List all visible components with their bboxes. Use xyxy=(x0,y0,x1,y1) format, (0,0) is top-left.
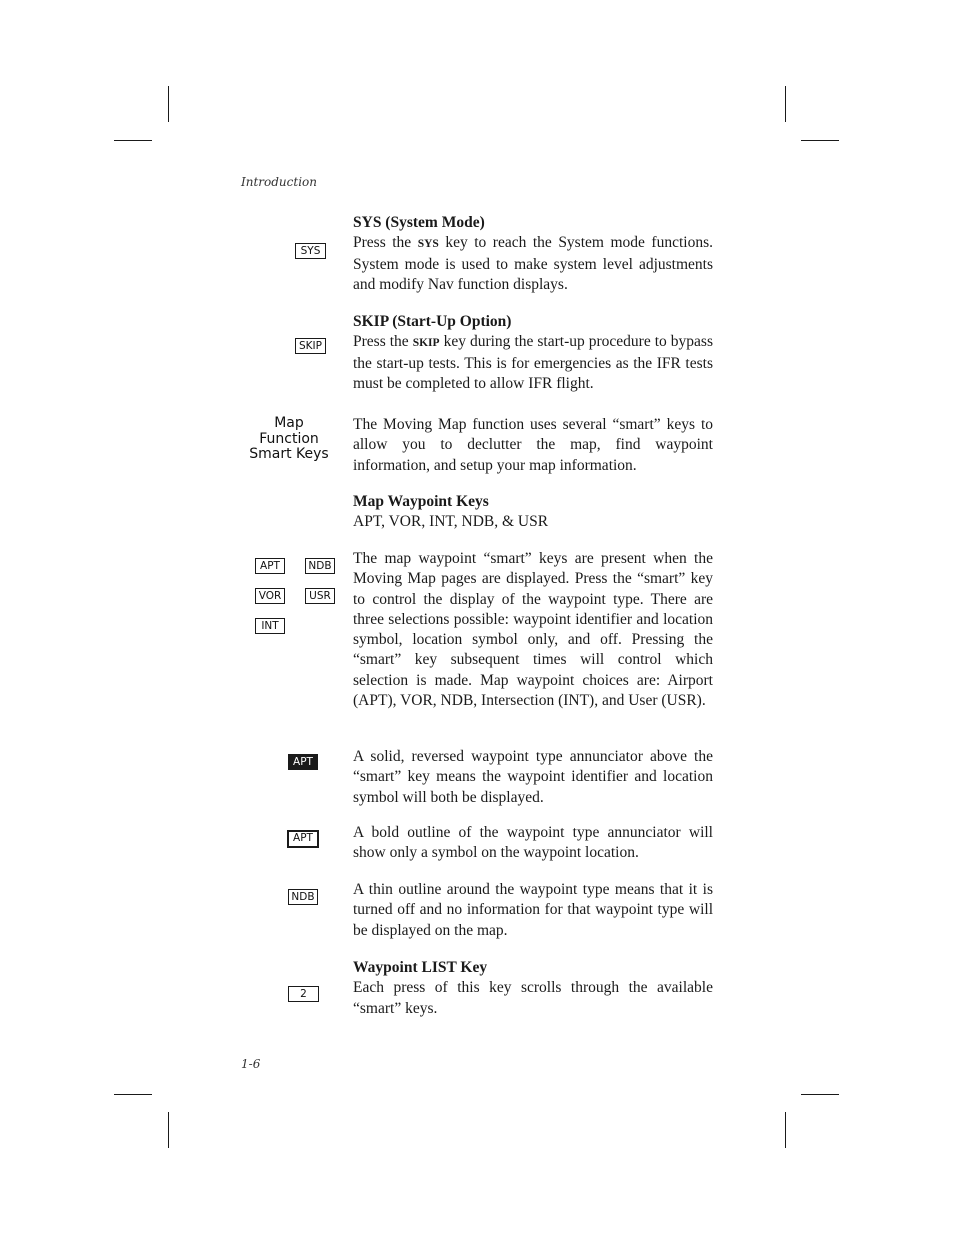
crop-mark-bottom-right-vertical xyxy=(785,1112,786,1148)
map-intro-text: The Moving Map function uses several “smart” keys to allow you to declutter the map, find waypoint information, and setup your map information. xyxy=(353,416,713,474)
skip-section xyxy=(353,312,713,394)
waypoint-keys-header xyxy=(353,492,713,533)
side-heading-line-2: Function xyxy=(259,430,319,447)
crop-mark-top-right-horizontal xyxy=(801,140,839,141)
skip-text-after: key during the start-up procedure to bypass the start-up tests. This is for emergencies as the IFR tests must be completed to allow IFR flight. xyxy=(353,333,713,392)
apt-key-icon: APT xyxy=(255,558,285,574)
sys-description xyxy=(353,233,713,295)
vor-key-icon: VOR xyxy=(255,588,285,604)
skip-text-before: Press the xyxy=(353,333,413,351)
bold-annunciator-text: A bold outline of the waypoint type annunciator will show only a symbol on the waypoint location. xyxy=(353,824,713,862)
crop-mark-bottom-left-vertical xyxy=(168,1112,169,1148)
list-key-description: Each press of this key scrolls through the available “smart” keys. xyxy=(353,979,713,1017)
map-function-side-heading xyxy=(244,416,334,463)
sys-inline-key: SYS xyxy=(417,238,439,251)
waypoint-keys-subtitle: APT, VOR, INT, NDB, & USR xyxy=(353,513,549,531)
thin-annunciator-text: A thin outline around the waypoint type means that it is turned off and no information for that waypoint type will be displayed on the map. xyxy=(353,881,713,939)
ndb-thin-annunciator-icon: NDB xyxy=(288,889,318,905)
sys-text-after: key to reach the System mode functions. System mode is used to make system level adjustments and modify Nav function displays. xyxy=(353,234,713,293)
sys-text-before: Press the xyxy=(353,234,418,252)
crop-mark-bottom-left-horizontal xyxy=(114,1094,152,1095)
crop-mark-top-left-horizontal xyxy=(114,140,152,141)
bold-annunciator-section xyxy=(353,823,713,864)
list-key-section xyxy=(353,958,713,1019)
skip-inline-key: SKIP xyxy=(412,337,440,350)
sys-heading: SYS (System Mode) xyxy=(353,214,485,231)
crop-mark-top-left-vertical xyxy=(168,86,169,122)
list-key-icon: 2 xyxy=(288,986,319,1002)
crop-mark-bottom-right-horizontal xyxy=(801,1094,839,1095)
waypoint-keys-section xyxy=(353,549,713,711)
page-number: 1-6 xyxy=(241,1057,261,1071)
thin-annunciator-section xyxy=(353,880,713,941)
sys-key-icon: SYS xyxy=(295,243,326,259)
reversed-annunciator-text: A solid, reversed waypoint type annunciator above the “smart” key means the waypoint identifier and location symbol will both be displayed. xyxy=(353,748,713,806)
skip-heading: SKIP (Start-Up Option) xyxy=(353,313,512,330)
crop-mark-top-right-vertical xyxy=(785,86,786,122)
apt-reversed-annunciator-icon: APT xyxy=(288,754,318,770)
side-heading-line-1: Map xyxy=(274,415,304,431)
list-key-heading: Waypoint LIST Key xyxy=(353,959,488,976)
skip-description xyxy=(353,332,713,394)
reversed-annunciator-section xyxy=(353,747,713,808)
int-key-icon: INT xyxy=(255,618,285,634)
waypoint-keys-description: The map waypoint “smart” keys are present when the Moving Map pages are displayed. Press the “smart” key to control the display of the waypoint type. There are three selections possible: waypoint identifier and location symbol, location symbol only, and off. Pressing the “smart” key subsequent times will control which selection is made. Map waypoint choices are: Airport (APT), VOR, NDB, Intersection (INT), and User (USR). xyxy=(353,550,713,710)
waypoint-keys-heading: Map Waypoint Keys xyxy=(353,493,489,510)
map-intro-section xyxy=(353,415,713,476)
sys-section xyxy=(353,213,713,295)
skip-key-icon: SKIP xyxy=(295,338,326,354)
apt-bold-annunciator-icon: APT xyxy=(287,830,319,848)
ndb-key-icon: NDB xyxy=(305,558,335,574)
running-head: Introduction xyxy=(241,175,317,189)
side-heading-line-3: Smart Keys xyxy=(249,446,329,463)
usr-key-icon: USR xyxy=(305,588,335,604)
